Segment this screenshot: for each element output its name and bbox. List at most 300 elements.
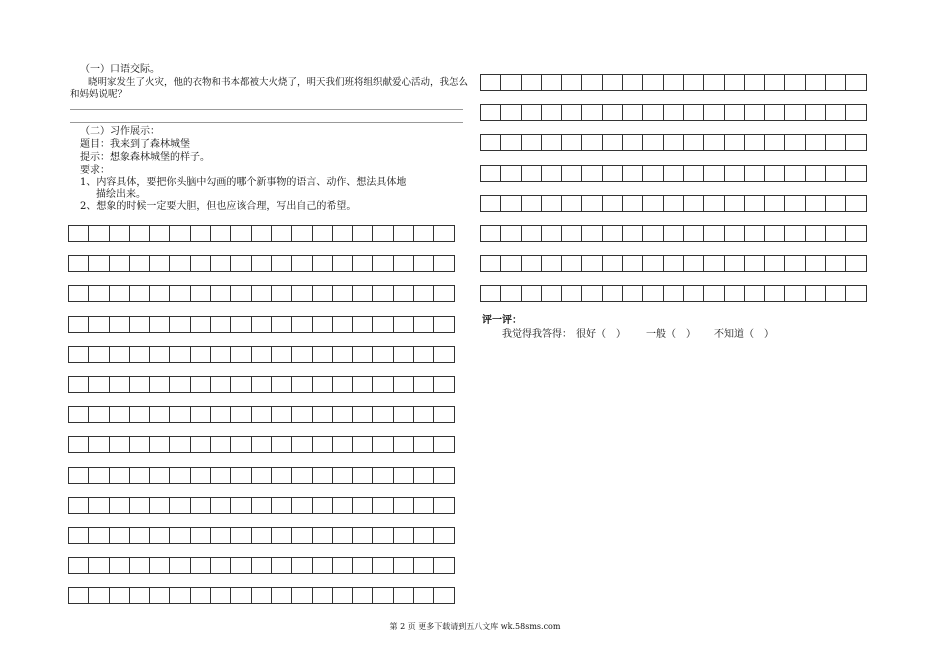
grid-cell[interactable] (703, 165, 724, 182)
grid-cell[interactable] (724, 165, 745, 182)
grid-cell[interactable] (68, 557, 89, 574)
grid-cell[interactable] (251, 376, 272, 393)
grid-cell[interactable] (500, 74, 521, 91)
grid-cell[interactable] (500, 104, 521, 121)
grid-cell[interactable] (291, 587, 312, 604)
grid-cell[interactable] (845, 225, 866, 242)
grid-cell[interactable] (413, 467, 434, 484)
grid-cell[interactable] (109, 285, 130, 302)
grid-cell[interactable] (500, 225, 521, 242)
grid-cell[interactable] (622, 165, 643, 182)
grid-cell[interactable] (521, 255, 542, 272)
grid-cell[interactable] (312, 225, 333, 242)
grid-cell[interactable] (332, 255, 353, 272)
grid-cell[interactable] (271, 467, 292, 484)
grid-cell[interactable] (251, 467, 272, 484)
grid-cell[interactable] (352, 436, 373, 453)
grid-cell[interactable] (352, 467, 373, 484)
grid-cell[interactable] (784, 195, 805, 212)
grid-cell[interactable] (372, 587, 393, 604)
grid-cell[interactable] (210, 436, 231, 453)
grid-cell[interactable] (724, 285, 745, 302)
grid-cell[interactable] (109, 255, 130, 272)
grid-cell[interactable] (541, 165, 562, 182)
grid-cell[interactable] (251, 225, 272, 242)
grid-cell[interactable] (109, 467, 130, 484)
grid-cell[interactable] (825, 165, 846, 182)
grid-cell[interactable] (169, 527, 190, 544)
grid-cell[interactable] (109, 376, 130, 393)
grid-cell[interactable] (291, 346, 312, 363)
grid-cell[interactable] (88, 346, 109, 363)
grid-cell[interactable] (169, 316, 190, 333)
grid-cell[interactable] (312, 376, 333, 393)
grid-cell[interactable] (433, 225, 454, 242)
grid-cell[interactable] (68, 587, 89, 604)
grid-cell[interactable] (129, 285, 150, 302)
grid-cell[interactable] (642, 285, 663, 302)
grid-cell[interactable] (845, 134, 866, 151)
grid-cell[interactable] (703, 74, 724, 91)
grid-cell[interactable] (393, 587, 414, 604)
grid-cell[interactable] (271, 406, 292, 423)
grid-cell[interactable] (149, 497, 170, 514)
grid-cell[interactable] (602, 225, 623, 242)
grid-cell[interactable] (312, 436, 333, 453)
grid-cell[interactable] (251, 316, 272, 333)
grid-cell[interactable] (210, 316, 231, 333)
grid-cell[interactable] (602, 74, 623, 91)
grid-cell[interactable] (663, 134, 684, 151)
grid-cell[interactable] (88, 376, 109, 393)
grid-cell[interactable] (480, 285, 501, 302)
grid-cell[interactable] (480, 225, 501, 242)
grid-cell[interactable] (169, 557, 190, 574)
grid-cell[interactable] (129, 467, 150, 484)
grid-cell[interactable] (825, 104, 846, 121)
grid-cell[interactable] (372, 346, 393, 363)
grid-cell[interactable] (210, 557, 231, 574)
grid-cell[interactable] (68, 316, 89, 333)
grid-cell[interactable] (129, 436, 150, 453)
grid-cell[interactable] (724, 225, 745, 242)
grid-cell[interactable] (230, 527, 251, 544)
grid-cell[interactable] (169, 376, 190, 393)
grid-cell[interactable] (683, 255, 704, 272)
grid-cell[interactable] (433, 255, 454, 272)
grid-cell[interactable] (372, 406, 393, 423)
grid-cell[interactable] (581, 285, 602, 302)
grid-cell[interactable] (291, 406, 312, 423)
grid-cell[interactable] (663, 165, 684, 182)
grid-cell[interactable] (581, 165, 602, 182)
grid-cell[interactable] (764, 165, 785, 182)
grid-cell[interactable] (541, 104, 562, 121)
grid-cell[interactable] (190, 436, 211, 453)
grid-cell[interactable] (784, 134, 805, 151)
grid-cell[interactable] (332, 346, 353, 363)
grid-cell[interactable] (622, 225, 643, 242)
grid-cell[interactable] (129, 557, 150, 574)
grid-cell[interactable] (352, 406, 373, 423)
grid-cell[interactable] (393, 497, 414, 514)
grid-cell[interactable] (149, 285, 170, 302)
grid-cell[interactable] (190, 255, 211, 272)
grid-cell[interactable] (433, 557, 454, 574)
grid-cell[interactable] (210, 346, 231, 363)
grid-cell[interactable] (845, 165, 866, 182)
grid-cell[interactable] (825, 195, 846, 212)
grid-cell[interactable] (413, 527, 434, 544)
grid-cell[interactable] (271, 527, 292, 544)
grid-cell[interactable] (393, 527, 414, 544)
grid-cell[interactable] (68, 436, 89, 453)
grid-cell[interactable] (68, 346, 89, 363)
grid-cell[interactable] (332, 436, 353, 453)
grid-cell[interactable] (433, 316, 454, 333)
grid-cell[interactable] (230, 376, 251, 393)
grid-cell[interactable] (169, 587, 190, 604)
grid-cell[interactable] (129, 406, 150, 423)
grid-cell[interactable] (251, 527, 272, 544)
grid-cell[interactable] (433, 376, 454, 393)
grid-cell[interactable] (825, 255, 846, 272)
grid-cell[interactable] (109, 225, 130, 242)
grid-cell[interactable] (581, 74, 602, 91)
grid-cell[interactable] (372, 376, 393, 393)
grid-cell[interactable] (500, 285, 521, 302)
grid-cell[interactable] (480, 165, 501, 182)
grid-cell[interactable] (805, 104, 826, 121)
grid-cell[interactable] (210, 255, 231, 272)
grid-cell[interactable] (521, 104, 542, 121)
grid-cell[interactable] (622, 104, 643, 121)
grid-cell[interactable] (332, 316, 353, 333)
grid-cell[interactable] (332, 406, 353, 423)
grid-cell[interactable] (190, 467, 211, 484)
grid-cell[interactable] (703, 104, 724, 121)
grid-cell[interactable] (845, 255, 866, 272)
grid-cell[interactable] (169, 346, 190, 363)
grid-cell[interactable] (68, 225, 89, 242)
grid-cell[interactable] (521, 285, 542, 302)
grid-cell[interactable] (149, 467, 170, 484)
grid-cell[interactable] (230, 497, 251, 514)
grid-cell[interactable] (845, 104, 866, 121)
grid-cell[interactable] (413, 346, 434, 363)
grid-cell[interactable] (433, 527, 454, 544)
grid-cell[interactable] (129, 376, 150, 393)
grid-cell[interactable] (764, 104, 785, 121)
grid-cell[interactable] (480, 255, 501, 272)
grid-cell[interactable] (169, 255, 190, 272)
grid-cell[interactable] (602, 134, 623, 151)
option-ok[interactable]: 一般（ ） (646, 329, 696, 340)
grid-cell[interactable] (68, 406, 89, 423)
grid-cell[interactable] (271, 285, 292, 302)
grid-cell[interactable] (845, 195, 866, 212)
grid-cell[interactable] (352, 527, 373, 544)
grid-cell[interactable] (149, 406, 170, 423)
grid-cell[interactable] (271, 346, 292, 363)
grid-cell[interactable] (642, 134, 663, 151)
grid-cell[interactable] (521, 165, 542, 182)
grid-cell[interactable] (500, 195, 521, 212)
grid-cell[interactable] (764, 74, 785, 91)
grid-cell[interactable] (88, 406, 109, 423)
grid-cell[interactable] (190, 527, 211, 544)
grid-cell[interactable] (210, 376, 231, 393)
grid-cell[interactable] (88, 557, 109, 574)
grid-cell[interactable] (68, 497, 89, 514)
grid-cell[interactable] (683, 104, 704, 121)
grid-cell[interactable] (291, 285, 312, 302)
grid-cell[interactable] (413, 255, 434, 272)
grid-cell[interactable] (784, 225, 805, 242)
grid-cell[interactable] (190, 406, 211, 423)
grid-cell[interactable] (251, 587, 272, 604)
grid-cell[interactable] (149, 255, 170, 272)
grid-cell[interactable] (332, 587, 353, 604)
grid-cell[interactable] (764, 195, 785, 212)
grid-cell[interactable] (190, 285, 211, 302)
grid-cell[interactable] (230, 316, 251, 333)
grid-cell[interactable] (88, 285, 109, 302)
grid-cell[interactable] (271, 497, 292, 514)
grid-cell[interactable] (433, 497, 454, 514)
grid-cell[interactable] (561, 195, 582, 212)
grid-cell[interactable] (622, 134, 643, 151)
grid-cell[interactable] (724, 104, 745, 121)
grid-cell[interactable] (393, 225, 414, 242)
grid-cell[interactable] (190, 557, 211, 574)
grid-cell[interactable] (663, 104, 684, 121)
grid-cell[interactable] (251, 255, 272, 272)
grid-cell[interactable] (561, 104, 582, 121)
grid-cell[interactable] (433, 436, 454, 453)
option-good[interactable]: 很好（ ） (576, 329, 626, 340)
grid-cell[interactable] (230, 406, 251, 423)
grid-cell[interactable] (251, 285, 272, 302)
grid-cell[interactable] (663, 195, 684, 212)
grid-cell[interactable] (413, 285, 434, 302)
grid-cell[interactable] (352, 557, 373, 574)
grid-cell[interactable] (332, 557, 353, 574)
grid-cell[interactable] (433, 346, 454, 363)
grid-cell[interactable] (663, 74, 684, 91)
grid-cell[interactable] (744, 165, 765, 182)
grid-cell[interactable] (413, 316, 434, 333)
grid-cell[interactable] (109, 557, 130, 574)
grid-cell[interactable] (500, 134, 521, 151)
grid-cell[interactable] (845, 74, 866, 91)
grid-cell[interactable] (663, 225, 684, 242)
grid-cell[interactable] (433, 467, 454, 484)
grid-cell[interactable] (109, 346, 130, 363)
grid-cell[interactable] (230, 436, 251, 453)
grid-cell[interactable] (88, 225, 109, 242)
grid-cell[interactable] (312, 285, 333, 302)
grid-cell[interactable] (332, 285, 353, 302)
grid-cell[interactable] (784, 104, 805, 121)
grid-cell[interactable] (805, 285, 826, 302)
grid-cell[interactable] (500, 255, 521, 272)
grid-cell[interactable] (352, 376, 373, 393)
grid-cell[interactable] (541, 285, 562, 302)
grid-cell[interactable] (312, 255, 333, 272)
grid-cell[interactable] (581, 134, 602, 151)
grid-cell[interactable] (271, 255, 292, 272)
grid-cell[interactable] (352, 316, 373, 333)
grid-cell[interactable] (845, 285, 866, 302)
grid-cell[interactable] (433, 587, 454, 604)
grid-cell[interactable] (230, 285, 251, 302)
grid-cell[interactable] (541, 134, 562, 151)
grid-cell[interactable] (291, 436, 312, 453)
grid-cell[interactable] (764, 285, 785, 302)
grid-cell[interactable] (561, 74, 582, 91)
grid-cell[interactable] (332, 497, 353, 514)
grid-cell[interactable] (291, 527, 312, 544)
grid-cell[interactable] (271, 376, 292, 393)
grid-cell[interactable] (642, 74, 663, 91)
grid-cell[interactable] (581, 225, 602, 242)
grid-cell[interactable] (805, 195, 826, 212)
grid-cell[interactable] (393, 406, 414, 423)
grid-cell[interactable] (68, 285, 89, 302)
grid-cell[interactable] (744, 225, 765, 242)
grid-cell[interactable] (271, 316, 292, 333)
grid-cell[interactable] (88, 436, 109, 453)
grid-cell[interactable] (251, 346, 272, 363)
grid-cell[interactable] (724, 195, 745, 212)
grid-cell[interactable] (190, 587, 211, 604)
grid-cell[interactable] (683, 195, 704, 212)
grid-cell[interactable] (703, 285, 724, 302)
grid-cell[interactable] (393, 436, 414, 453)
grid-cell[interactable] (312, 467, 333, 484)
grid-cell[interactable] (561, 134, 582, 151)
grid-cell[interactable] (372, 436, 393, 453)
grid-cell[interactable] (805, 225, 826, 242)
grid-cell[interactable] (805, 165, 826, 182)
grid-cell[interactable] (230, 557, 251, 574)
grid-cell[interactable] (312, 557, 333, 574)
grid-cell[interactable] (683, 134, 704, 151)
grid-cell[interactable] (271, 587, 292, 604)
grid-cell[interactable] (251, 497, 272, 514)
grid-cell[interactable] (480, 104, 501, 121)
grid-cell[interactable] (129, 587, 150, 604)
grid-cell[interactable] (663, 255, 684, 272)
grid-cell[interactable] (581, 255, 602, 272)
grid-cell[interactable] (372, 497, 393, 514)
grid-cell[interactable] (169, 285, 190, 302)
grid-cell[interactable] (190, 497, 211, 514)
grid-cell[interactable] (332, 225, 353, 242)
grid-cell[interactable] (372, 467, 393, 484)
grid-cell[interactable] (703, 225, 724, 242)
grid-cell[interactable] (332, 376, 353, 393)
grid-cell[interactable] (413, 225, 434, 242)
grid-cell[interactable] (109, 497, 130, 514)
grid-cell[interactable] (68, 376, 89, 393)
grid-cell[interactable] (149, 376, 170, 393)
grid-cell[interactable] (413, 406, 434, 423)
grid-cell[interactable] (521, 225, 542, 242)
grid-cell[interactable] (88, 316, 109, 333)
grid-cell[interactable] (312, 406, 333, 423)
grid-cell[interactable] (683, 285, 704, 302)
grid-cell[interactable] (149, 225, 170, 242)
grid-cell[interactable] (312, 316, 333, 333)
grid-cell[interactable] (332, 467, 353, 484)
grid-cell[interactable] (352, 285, 373, 302)
grid-cell[interactable] (393, 285, 414, 302)
grid-cell[interactable] (230, 467, 251, 484)
grid-cell[interactable] (602, 165, 623, 182)
grid-cell[interactable] (541, 255, 562, 272)
grid-cell[interactable] (642, 255, 663, 272)
grid-cell[interactable] (744, 134, 765, 151)
grid-cell[interactable] (190, 225, 211, 242)
grid-cell[interactable] (602, 285, 623, 302)
grid-cell[interactable] (622, 195, 643, 212)
grid-cell[interactable] (433, 406, 454, 423)
grid-cell[interactable] (393, 376, 414, 393)
grid-cell[interactable] (169, 225, 190, 242)
grid-cell[interactable] (393, 557, 414, 574)
option-unknown[interactable]: 不知道（ ） (714, 329, 774, 340)
grid-cell[interactable] (88, 527, 109, 544)
grid-cell[interactable] (683, 225, 704, 242)
grid-cell[interactable] (703, 134, 724, 151)
grid-cell[interactable] (210, 406, 231, 423)
grid-cell[interactable] (149, 527, 170, 544)
grid-cell[interactable] (683, 74, 704, 91)
grid-cell[interactable] (683, 165, 704, 182)
grid-cell[interactable] (393, 255, 414, 272)
grid-cell[interactable] (109, 406, 130, 423)
grid-cell[interactable] (291, 316, 312, 333)
grid-cell[interactable] (642, 195, 663, 212)
grid-cell[interactable] (149, 316, 170, 333)
grid-cell[interactable] (230, 225, 251, 242)
grid-cell[interactable] (291, 497, 312, 514)
grid-cell[interactable] (541, 225, 562, 242)
grid-cell[interactable] (352, 497, 373, 514)
grid-cell[interactable] (129, 497, 150, 514)
grid-cell[interactable] (169, 497, 190, 514)
grid-cell[interactable] (703, 195, 724, 212)
grid-cell[interactable] (109, 436, 130, 453)
grid-cell[interactable] (352, 255, 373, 272)
grid-cell[interactable] (129, 225, 150, 242)
grid-cell[interactable] (602, 104, 623, 121)
grid-cell[interactable] (393, 316, 414, 333)
grid-cell[interactable] (210, 527, 231, 544)
grid-cell[interactable] (312, 497, 333, 514)
grid-cell[interactable] (784, 74, 805, 91)
grid-cell[interactable] (663, 285, 684, 302)
grid-cell[interactable] (541, 195, 562, 212)
grid-cell[interactable] (744, 104, 765, 121)
grid-cell[interactable] (230, 346, 251, 363)
grid-cell[interactable] (372, 225, 393, 242)
grid-cell[interactable] (642, 104, 663, 121)
grid-cell[interactable] (68, 467, 89, 484)
grid-cell[interactable] (500, 165, 521, 182)
